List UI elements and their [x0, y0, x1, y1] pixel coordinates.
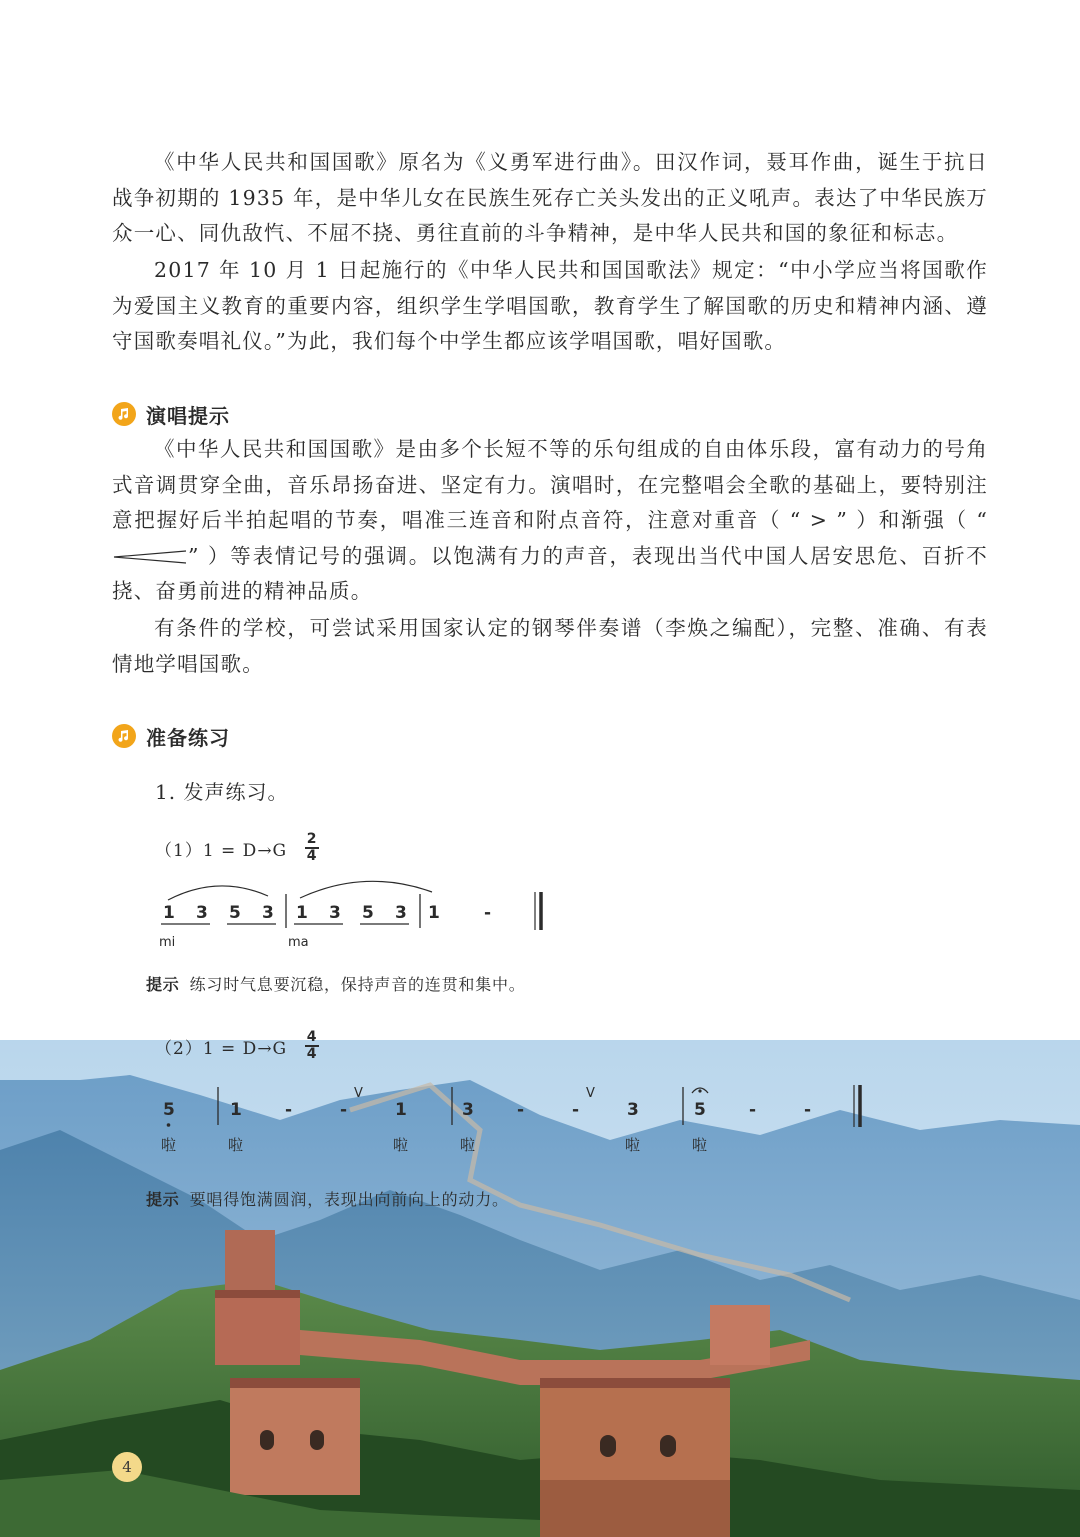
exercise-1-key: [155, 832, 319, 864]
score-note: 3: [196, 903, 208, 923]
score-note: 3: [462, 1100, 474, 1120]
hint-text: 要唱得饱满圆润，表现出向前向上的动力。: [189, 1190, 509, 1209]
score-note: 5: [163, 1100, 175, 1120]
preparation-title: 准备练习: [146, 725, 230, 750]
vocal-exercise-heading: 1. 发声练习。: [155, 780, 289, 804]
intro-paragraph-2: 2017 年 10 月 1 日起施行的《中华人民共和国国歌法》规定：“中小学应当将国歌作为爱国主义教育的重要内容，组织学生学唱国歌，教育学生了解国歌的历史和精神内涵、遵守国歌奏唱礼仪。”为此，我们每个中学生都应该学唱国歌，唱好国歌。: [112, 258, 988, 353]
exercise-1-key-label: （1）1 = D→G: [155, 840, 288, 861]
exercise-2-key: [155, 1030, 319, 1062]
singing-tips-title: 演唱提示: [146, 403, 230, 428]
score-note: -: [340, 1100, 348, 1120]
score-note: -: [804, 1100, 812, 1120]
singing-tips-text-a: 《中华人民共和国国歌》是由多个长短不等的乐句组成的自由体乐段，富有动力的号角式音调贯穿全曲，音乐昂扬奋进、坚定有力。演唱时，在完整唱会全歌的基础上，要特别注意把握好后半拍起唱的节奏，唱准三连音和附点音符，注意对重音（ “ > ” ）和渐强（ “: [112, 437, 988, 532]
score-note: -: [484, 903, 492, 923]
score-note: 3: [262, 903, 274, 923]
score-lyric: 啦: [692, 1136, 708, 1154]
music-note-icon: [112, 724, 136, 748]
hint-text: 练习时气息要沉稳，保持声音的连贯和集中。: [189, 975, 526, 994]
hint-label: 提示: [146, 975, 180, 994]
score-note: 3: [395, 903, 407, 923]
score-note: -: [572, 1100, 580, 1120]
breath-mark: V: [586, 1086, 595, 1101]
crescendo-symbol: [112, 550, 188, 564]
score-lyric: 啦: [161, 1136, 177, 1154]
exercise-1-time-signature: [305, 832, 319, 864]
exercise-2-time-signature: [305, 1030, 319, 1062]
time-signature-top: 4: [306, 1029, 318, 1045]
singing-tips-heading: [112, 399, 230, 429]
exercise-2-key-label: （2）1 = D→G: [155, 1038, 288, 1059]
music-note-icon: [112, 402, 136, 426]
breath-mark: V: [354, 1086, 363, 1101]
score-note: 3: [329, 903, 341, 923]
score-note: 5: [694, 1100, 706, 1120]
score-note: 5: [229, 903, 241, 923]
singing-tips-text-b: ” ）等表情记号的强调。以饱满有力的声音，表现出当代中国人居安思危、百折不挠、奋勇前进的精神品质。: [112, 543, 988, 603]
score-lyric: 啦: [228, 1136, 244, 1154]
score-note: 3: [627, 1100, 639, 1120]
score-lyric: mi: [159, 935, 176, 950]
score-note: 1: [296, 903, 308, 923]
score-lyric: 啦: [460, 1136, 476, 1154]
time-signature-bottom: 4: [306, 848, 318, 864]
preparation-heading: [112, 721, 230, 751]
singing-tips-paragraph-1: [112, 432, 988, 610]
score-note: 1: [395, 1100, 407, 1120]
score-note: -: [749, 1100, 757, 1120]
exercise-1-score: [0, 870, 600, 960]
score-note: -: [285, 1100, 293, 1120]
score-note: 5: [362, 903, 374, 923]
score-lyric: 啦: [393, 1136, 409, 1154]
exercise-2-hint: [146, 1187, 509, 1210]
score-note: -: [517, 1100, 525, 1120]
time-signature-bottom: 4: [306, 1046, 318, 1062]
score-lyric: 啦: [625, 1136, 641, 1154]
intro-paragraph-1: 《中华人民共和国国歌》原名为《义勇军进行曲》。田汉作词，聂耳作曲，诞生于抗日战争初期的 1935 年，是中华儿女在民族生死存亡关头发出的正义吼声。表达了中华民族万众一心、同仇敌忾、不屈不挠、勇往直前的斗争精神，是中华人民共和国的象征和标志。: [112, 150, 988, 245]
score-note: 1: [230, 1100, 242, 1120]
score-lyric: ma: [288, 935, 309, 950]
hint-label: 提示: [146, 1190, 180, 1209]
exercise-2-score: [0, 1075, 900, 1165]
exercise-1-hint: [146, 972, 526, 995]
score-note: 1: [428, 903, 440, 923]
score-note: 1: [163, 903, 175, 923]
page-number: 4: [112, 1452, 142, 1482]
singing-tips-paragraph-2: 有条件的学校，可尝试采用国家认定的钢琴伴奏谱（李焕之编配），完整、准确、有表情地学唱国歌。: [112, 616, 988, 676]
time-signature-top: 2: [306, 831, 318, 847]
